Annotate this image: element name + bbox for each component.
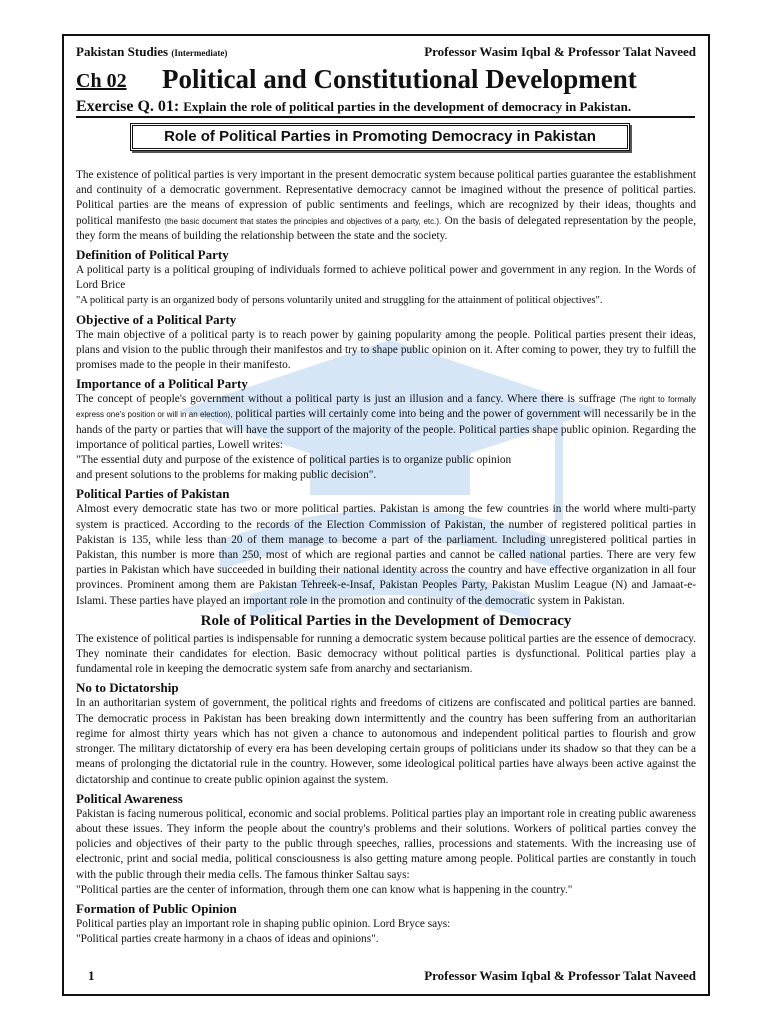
suffrage-note: (The right to formally express one's position or will in an election), (76, 395, 696, 420)
definition-heading: Definition of Political Party (76, 247, 229, 263)
exercise-label: Exercise Q. 01: (76, 98, 180, 115)
awareness-quote: "Political parties are the center of information, through them one can know what is happening in the country." (76, 883, 573, 896)
page-number: 1 (88, 968, 95, 983)
opinion-quote: "Political parties create harmony in a chaos of ideas and opinions". (76, 933, 379, 946)
footer-authors: Professor Wasim Iqbal & Professor Talat Naveed (424, 968, 696, 983)
awareness-paragraph: Pakistan is facing numerous political, economic and social problems. Political parties play an important role in creating public awareness about these issues. They inform the people about the country's problems and their solutions. Workers of political parties convey the policies and objectives of their party to the public through speeches, rallies, processions and statements. With the increasing use of electronic, print and social media, political consciousness is also getting mature among people. Political parties are constantly in touch with the public through their media cells. The famous thinker Saltau says: (76, 807, 696, 881)
chapter-number: Ch 02 (76, 70, 127, 92)
objective-paragraph: The main objective of a political party is to reach power by gaining popularity among the people. Political parties present their ideas, plans and vision to the public through their manifestos and try to shape public opinion on it. After coming to power, they try to fulfill the promises made to the people in their manifesto. (76, 328, 696, 372)
parties-pakistan-heading: Political Parties of Pakistan (76, 486, 230, 502)
importance-paragraph: The concept of people's government without a political party is just an illusion and a fancy. Where there is suffrage (The right to formally express one's position or will in an election), political parties will certainly come into being and the power of government will necessarily be in the hands of the party or parties that will have the support of the majority of the people. Political parties shape public opinion. Regarding the importance of political parties, Lowell writes: (76, 393, 697, 451)
dictatorship-heading: No to Dictatorship (76, 680, 179, 696)
header-level: (Intermediate) (171, 48, 228, 58)
manifesto-note: (the basic document that states the principles and objectives of a party, etc.). (164, 216, 442, 226)
dictatorship-paragraph: In an authoritarian system of government, the political rights and freedoms of citizens are confiscated and political parties are banned. The democratic process in Pakistan has been breaking down intermittently and the country has been suffering from an authoritarian regime for almost thirty years which has not given a chance to autonomous and independent political parties to flourish and grow stronger. The military dictatorship of every era has been developing certain groups of politicians under its shadow so that they can be a means of prolonging the dictatorial rule in the country. However, some ideological political parties have always been active against the dictatorship and continue to create public opinion against the system. (76, 697, 696, 786)
exercise-text: Explain the role of political parties in the development of democracy in Pakistan. (183, 99, 632, 114)
opinion-paragraph: Political parties play an important role in shaping public opinion. Lord Bryce says: (76, 917, 451, 930)
definition-quote: "A political party is an organized body of persons voluntarily united and struggling for the attainment of political objectives". (76, 295, 603, 307)
role-development-heading: Role of Political Parties in the Development of Democracy (200, 612, 572, 629)
chapter-title: Political and Constitutional Development (162, 64, 637, 94)
definition-paragraph: A political party is a political grouping of individuals formed to achieve political power and government in any region. In the Words of Lord Brice (76, 264, 696, 292)
importance-heading: Importance of a Political Party (76, 376, 248, 392)
intro-paragraph: The existence of political parties is very important in the present democratic system because political parties guarantee the establishment and continuity of a democratic government. Representative democracy cannot be imagined without the presence of political parties. Political parties are the means of expression of public sentiments and feelings, which are recognized by their ideas, thoughts and political manifesto (the basic document that states the principles and objectives of a party, etc.). On the basis of delegated representation by the people, they form the means of building the relationship between the state and the society. (76, 169, 697, 242)
awareness-heading: Political Awareness (76, 790, 183, 806)
importance-quote-1: "The essential duty and purpose of the existence of political parties is to organize public opinion (76, 454, 512, 467)
objective-heading: Objective of a Political Party (76, 311, 237, 327)
role-development-paragraph: The existence of political parties is indispensable for running a democratic system because political parties are the essence of democracy. They nominate their candidates for election. Basic democracy without political parties is dysfunctional. Political parties play a fundamental role in keeping the democratic system safe from anarchy and sectarianism. (76, 632, 696, 676)
header-subject: Pakistan Studies (Intermediate) (76, 44, 228, 59)
section-banner: Role of Political Parties in Promoting Democracy in Pakistan (130, 123, 630, 151)
importance-quote-2: and present solutions to the problems for making public decision". (76, 469, 377, 482)
page-content (76, 168, 696, 947)
exercise-question (76, 98, 695, 118)
opinion-heading: Formation of Public Opinion (76, 900, 237, 916)
parties-pakistan-paragraph: Almost every democratic state has two or more political parties. Pakistan is among the few countries in the world where multi-party system is practiced. According to the records of the Election Commission of Pakistan, the number of registered political parties in Pakistan is 135, while less than 20 of them manage to become a part of the parliament. Including unregistered political parties in Pakistan, this number is more than 250, most of which are regional parties and cannot be called national parties. There are very few parties in Pakistan which have succeeded in building their national identity across the country and have effective organization in all four provinces. Prominent among them are Pakistan Tehreek-e-Insaf, Pakistan Peoples Party, Pakistan Muslim League (N) and Jamaat-e-Islami. These parties have played an important role in the promotion and continuity of the democratic system in Pakistan. (76, 503, 696, 607)
chapter-heading (76, 64, 696, 98)
header-authors: Professor Wasim Iqbal & Professor Talat Naveed (424, 44, 696, 59)
